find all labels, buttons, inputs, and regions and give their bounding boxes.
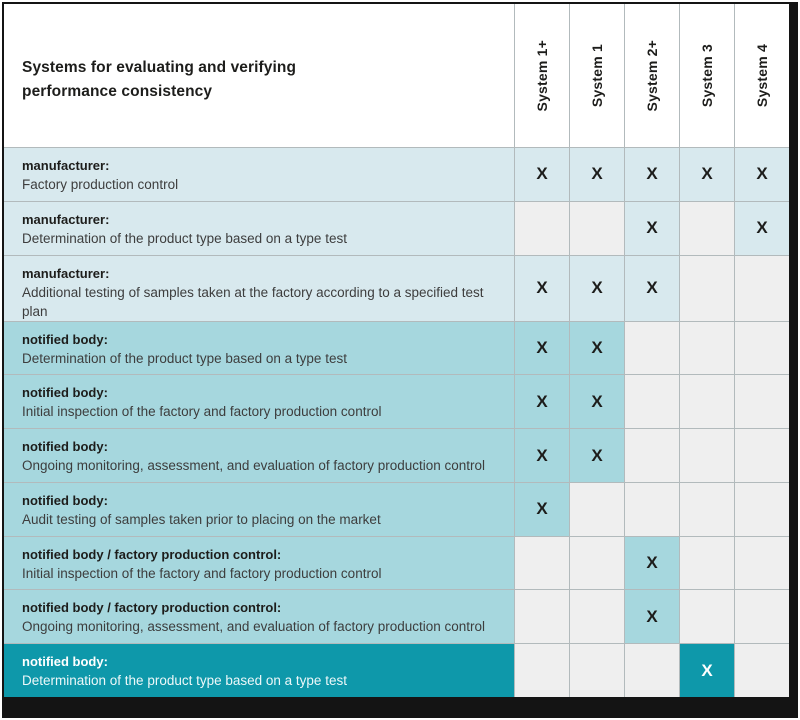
mark-cell: X	[514, 375, 569, 428]
row-actor: notified body / factory production control:	[22, 546, 282, 562]
column-header-system-2-	[624, 4, 679, 147]
row-task: Determination of the product type based on a type test	[22, 230, 347, 246]
table-header	[4, 4, 789, 147]
empty-cell	[514, 644, 569, 697]
empty-cell	[734, 537, 789, 590]
row-task: Determination of the product type based on a type test	[22, 350, 347, 366]
empty-cell	[569, 483, 624, 536]
row-label	[4, 429, 514, 482]
row-actor: notified body / factory production control:	[22, 600, 282, 616]
empty-cell	[679, 537, 734, 590]
empty-cell	[734, 644, 789, 697]
row-cells	[514, 375, 789, 428]
table-row	[4, 536, 789, 590]
table-row	[4, 482, 789, 536]
column-header-system-1	[569, 4, 624, 147]
empty-cell	[514, 590, 569, 643]
empty-cell	[569, 590, 624, 643]
mark-cell: X	[514, 322, 569, 375]
row-cells	[514, 483, 789, 536]
column-header-label: System 1	[589, 43, 605, 108]
title-line-1: Systems for evaluating and verifying	[22, 59, 297, 76]
row-cells	[514, 537, 789, 590]
row-label	[4, 322, 514, 375]
column-header-system-3	[679, 4, 734, 147]
row-task: Initial inspection of the factory and factory production control	[22, 404, 382, 420]
row-label	[4, 483, 514, 536]
empty-cell	[734, 322, 789, 375]
empty-cell	[679, 202, 734, 255]
mark-cell: X	[734, 148, 789, 201]
empty-cell	[569, 537, 624, 590]
table-row	[4, 255, 789, 321]
row-label	[4, 202, 514, 255]
mark-cell: X	[569, 148, 624, 201]
empty-cell	[624, 375, 679, 428]
table-row	[4, 589, 789, 643]
empty-cell	[569, 644, 624, 697]
mark-cell: X	[624, 148, 679, 201]
column-header-system-4	[734, 4, 789, 147]
table-title	[4, 4, 514, 147]
mark-cell: X	[514, 429, 569, 482]
row-actor: notified body:	[22, 385, 108, 401]
empty-cell	[624, 429, 679, 482]
row-cells	[514, 644, 789, 697]
mark-cell: X	[624, 537, 679, 590]
mark-cell: X	[514, 148, 569, 201]
row-cells	[514, 202, 789, 255]
column-header-label: System 3	[699, 43, 715, 108]
row-actor: manufacturer:	[22, 211, 110, 227]
empty-cell	[624, 483, 679, 536]
row-actor: notified body:	[22, 492, 108, 508]
row-actor: notified body:	[22, 439, 108, 455]
empty-cell	[624, 644, 679, 697]
table-body	[4, 147, 789, 697]
row-task: Initial inspection of the factory and factory production control	[22, 565, 382, 581]
row-label	[4, 148, 514, 201]
mark-cell: X	[679, 148, 734, 201]
table-row	[4, 643, 789, 697]
empty-cell	[624, 322, 679, 375]
empty-cell	[679, 483, 734, 536]
row-task: Ongoing monitoring, assessment, and evaluation of factory production control	[22, 619, 486, 635]
title-line-2: performance consistency	[22, 83, 213, 100]
row-actor: notified body:	[22, 331, 108, 347]
empty-cell	[679, 375, 734, 428]
mark-cell: X	[624, 202, 679, 255]
row-actor: manufacturer:	[22, 158, 110, 173]
empty-cell	[734, 256, 789, 321]
row-task: Ongoing monitoring, assessment, and evaluation of factory production control	[22, 458, 486, 474]
empty-cell	[679, 429, 734, 482]
empty-cell	[679, 590, 734, 643]
mark-cell: X	[569, 429, 624, 482]
table-row	[4, 321, 789, 375]
row-label	[4, 590, 514, 643]
row-label	[4, 537, 514, 590]
row-actor: notified body:	[22, 654, 108, 670]
row-task: Audit testing of samples taken prior to placing on the market	[22, 511, 381, 527]
column-header-system-1-	[514, 4, 569, 147]
row-label	[4, 256, 514, 321]
empty-cell	[514, 202, 569, 255]
row-task: Factory production control	[22, 177, 179, 192]
row-cells	[514, 590, 789, 643]
table-row	[4, 201, 789, 255]
mark-cell: X	[679, 644, 734, 697]
empty-cell	[734, 375, 789, 428]
column-header-label: System 2+	[644, 39, 660, 112]
mark-cell: X	[514, 256, 569, 321]
mark-cell: X	[569, 375, 624, 428]
row-actor: manufacturer:	[22, 265, 110, 281]
empty-cell	[734, 483, 789, 536]
mark-cell: X	[569, 256, 624, 321]
row-task: Additional testing of samples taken at the factory according to a specified test plan	[22, 284, 484, 319]
row-label	[4, 644, 514, 697]
mark-cell: X	[514, 483, 569, 536]
empty-cell	[679, 322, 734, 375]
empty-cell	[734, 429, 789, 482]
mark-cell: X	[569, 322, 624, 375]
empty-cell	[514, 537, 569, 590]
table-row	[4, 147, 789, 201]
column-header-label: System 4	[754, 43, 770, 108]
table-row	[4, 374, 789, 428]
table-frame	[2, 2, 798, 718]
row-cells	[514, 148, 789, 201]
empty-cell	[569, 202, 624, 255]
row-label	[4, 375, 514, 428]
row-cells	[514, 256, 789, 321]
column-headers	[514, 4, 789, 147]
empty-cell	[679, 256, 734, 321]
mark-cell: X	[624, 590, 679, 643]
row-cells	[514, 429, 789, 482]
empty-cell	[734, 590, 789, 643]
column-header-label: System 1+	[534, 39, 550, 112]
mark-cell: X	[734, 202, 789, 255]
row-task: Determination of the product type based on a type test	[22, 673, 347, 689]
table-row	[4, 428, 789, 482]
mark-cell: X	[624, 256, 679, 321]
row-cells	[514, 322, 789, 375]
